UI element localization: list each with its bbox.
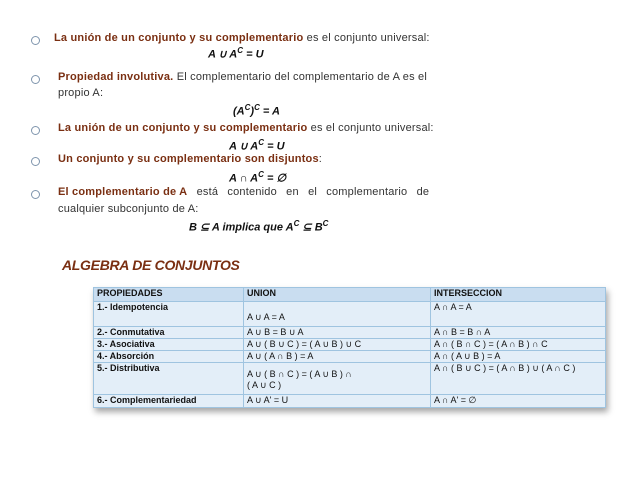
cell-union xyxy=(244,363,431,395)
table-row xyxy=(94,363,606,395)
bullet-2-text xyxy=(58,71,427,83)
bullet-3-highlight: La unión de un conjunto y su complementario xyxy=(58,122,308,134)
bullet-4-highlight: Un conjunto y su complementario son disjuntos xyxy=(58,153,319,165)
formula-sup2: C xyxy=(254,103,260,112)
top-bar xyxy=(0,0,638,4)
cell-prop: 6.- Complementariedad xyxy=(94,395,244,408)
cell-inter: A ∩ B = B ∩ A xyxy=(431,327,606,339)
formula-tail: = U xyxy=(264,140,285,153)
bullet-2-highlight: Propiedad involutiva. xyxy=(58,71,174,83)
bullet-5-formula xyxy=(189,219,328,234)
formula-sup2: C xyxy=(322,219,329,228)
formula-tail: = ∅ xyxy=(263,172,287,185)
cell-union: A ∪ A' = U xyxy=(244,395,431,408)
cell-union xyxy=(244,302,431,327)
formula-sup: C xyxy=(244,103,251,112)
bullet-icon xyxy=(31,190,40,199)
cell-prop: 5.- Distributiva xyxy=(94,363,244,395)
formula-sup: C xyxy=(258,138,265,147)
cell-union: A ∪ ( B ∪ C ) = ( A ∪ B ) ∪ C xyxy=(244,339,431,351)
cell-union-text: A ∪ A = A xyxy=(247,312,285,322)
header-propiedades: PROPIEDADES xyxy=(94,288,244,302)
bullet-5-highlight: El complementario de A xyxy=(58,186,188,198)
properties-table xyxy=(93,287,606,408)
bullet-5-body: está contenido en el complementario de xyxy=(187,186,430,198)
bullet-2-line2: propio A: xyxy=(58,87,104,99)
bullet-icon xyxy=(31,126,40,135)
formula-mid: ) xyxy=(250,105,255,118)
cell-union: A ∪ ( A ∩ B ) = A xyxy=(244,351,431,363)
cell-union-text-line2: ( A ∪ C ) xyxy=(247,380,282,390)
bullet-4-text xyxy=(58,153,322,165)
formula-main: B ⊆ A implica que A xyxy=(189,221,294,234)
formula-main: A ∪ A xyxy=(229,140,259,153)
formula-mid: ⊆ B xyxy=(299,221,323,234)
bullet-4-body: : xyxy=(318,153,323,165)
bullet-icon xyxy=(31,75,40,84)
cell-prop: 3.- Asociativa xyxy=(94,339,244,351)
formula-tail: = A xyxy=(259,105,280,118)
bullet-3-text xyxy=(58,122,434,134)
table-row xyxy=(94,395,606,408)
header-interseccion: INTERSECCION xyxy=(431,288,606,302)
bullet-icon xyxy=(31,36,40,45)
formula-main: A ∩ A xyxy=(229,172,259,185)
table-row xyxy=(94,339,606,351)
cell-prop: 2.- Conmutativa xyxy=(94,327,244,339)
bullet-1-formula xyxy=(208,46,264,61)
bullet-1-body: es el conjunto universal: xyxy=(303,32,430,44)
bullet-1-highlight: La unión de un conjunto y su complementario xyxy=(54,32,304,44)
bullet-5-text xyxy=(58,186,429,198)
cell-inter: A ∩ A' = ∅ xyxy=(431,395,606,408)
section-heading: ALGEBRA DE CONJUNTOS xyxy=(62,257,240,273)
cell-inter: A ∩ ( B ∩ C ) = ( A ∩ B ) ∩ C xyxy=(431,339,606,351)
bullet-1-text xyxy=(54,32,430,44)
bullet-3-body: es el conjunto universal: xyxy=(307,122,434,134)
bullet-4-formula xyxy=(229,170,286,185)
formula-main: A ∪ A xyxy=(208,48,238,61)
table-row xyxy=(94,302,606,327)
cell-inter: A ∩ ( B ∪ C ) = ( A ∩ B ) ∪ ( A ∩ C ) xyxy=(431,363,606,395)
cell-union-text: A ∪ ( B ∩ C ) = ( A ∪ B ) ∩ xyxy=(247,369,352,379)
bullet-icon xyxy=(31,157,40,166)
bullet-2-body: El complementario del complementario de A es el xyxy=(173,71,428,83)
cell-inter: A ∩ A = A xyxy=(431,302,606,327)
bullet-3-formula xyxy=(229,138,285,153)
formula-main: (A xyxy=(233,105,245,118)
formula-sup: C xyxy=(258,170,264,179)
cell-inter: A ∩ ( A ∪ B ) = A xyxy=(431,351,606,363)
bullet-2-formula xyxy=(233,103,280,118)
cell-prop: 4.- Absorción xyxy=(94,351,244,363)
cell-prop: 1.- Idempotencia xyxy=(94,302,244,327)
table-header-row xyxy=(94,288,606,302)
formula-sup: C xyxy=(237,46,244,55)
table-row xyxy=(94,351,606,363)
formula-tail: = U xyxy=(243,48,264,61)
cell-union: A ∪ B = B ∪ A xyxy=(244,327,431,339)
table-row xyxy=(94,327,606,339)
header-union: UNION xyxy=(244,288,431,302)
bullet-5-line2: cualquier subconjunto de A: xyxy=(58,203,199,215)
formula-sup: C xyxy=(293,219,300,228)
